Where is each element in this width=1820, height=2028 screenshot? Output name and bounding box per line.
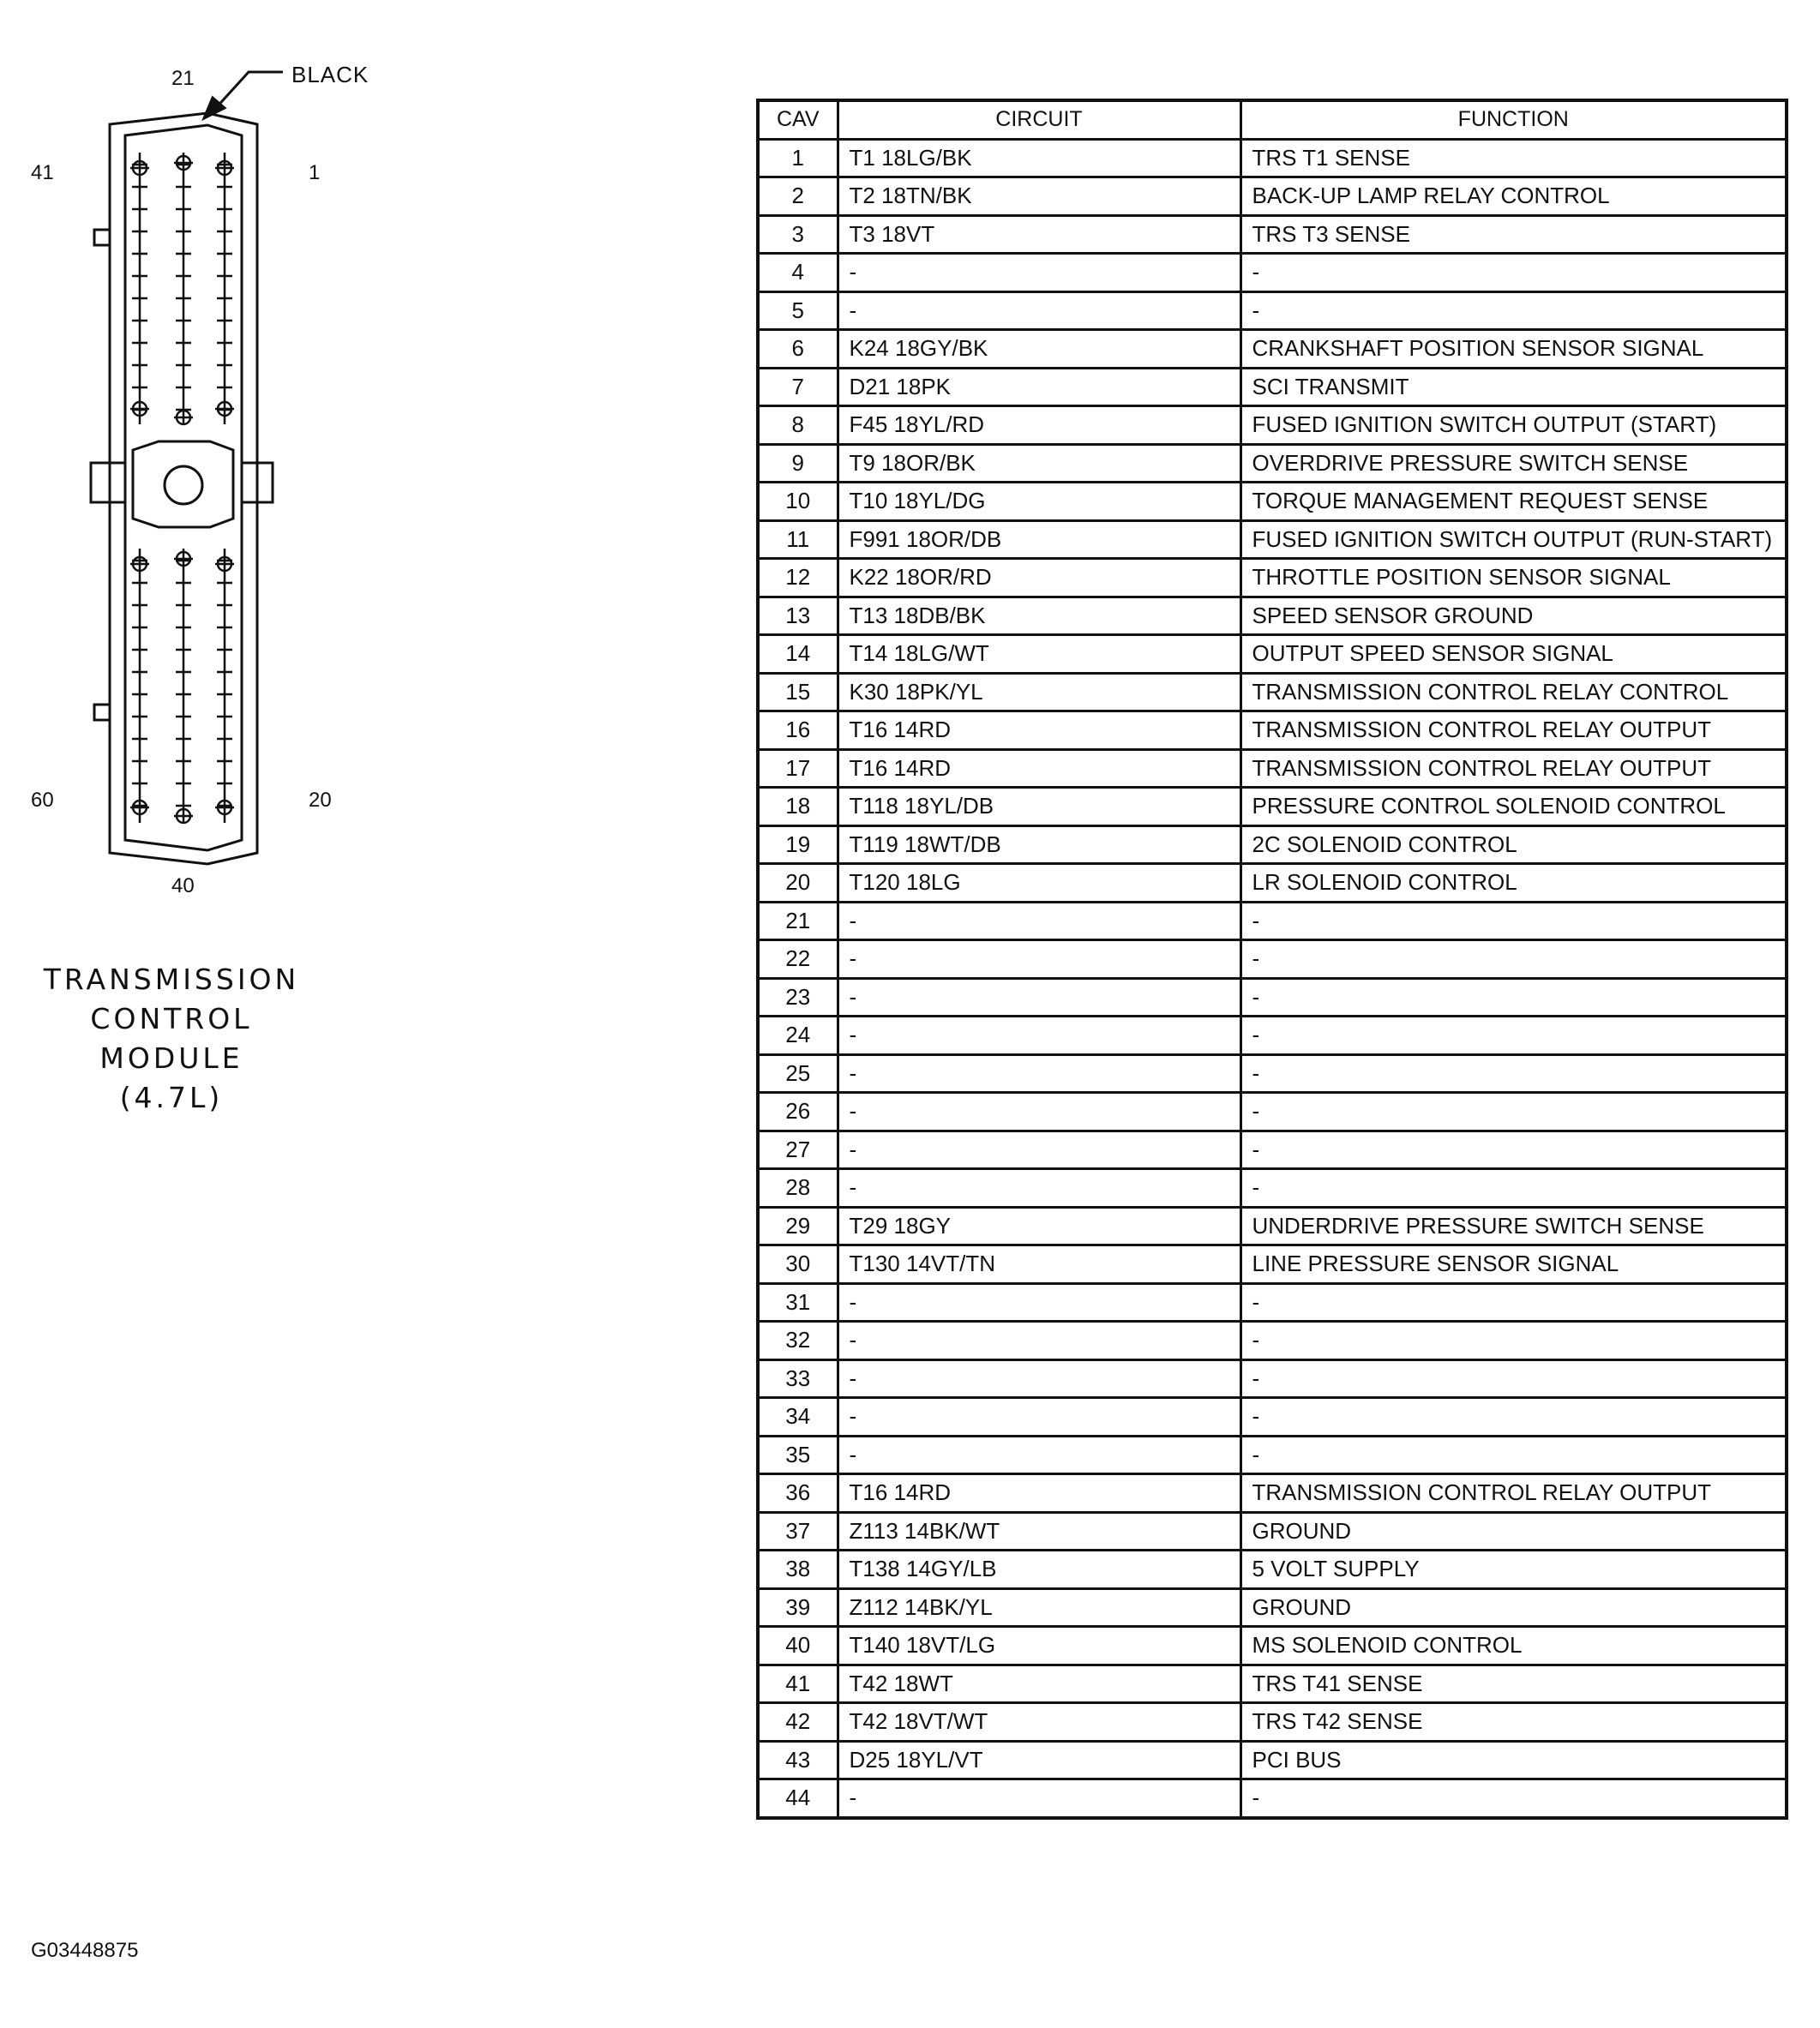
cell-circuit: T16 14RD: [838, 1474, 1240, 1513]
table-row: [758, 215, 1787, 254]
cell-function: SCI TRANSMIT: [1240, 368, 1787, 406]
table-row: [758, 1322, 1787, 1360]
cell-circuit: -: [838, 1779, 1240, 1818]
cell-function: GROUND: [1240, 1588, 1787, 1627]
cell-cav: 11: [758, 520, 838, 559]
cell-circuit: D25 18YL/VT: [838, 1741, 1240, 1779]
cell-function: -: [1240, 1283, 1787, 1322]
cell-cav: 8: [758, 406, 838, 445]
cell-cav: 26: [758, 1093, 838, 1131]
cell-cav: 30: [758, 1245, 838, 1284]
module-title-line-1: TRANSMISSION: [43, 963, 300, 996]
pin-label-top-left: 41: [31, 161, 54, 184]
cell-function: OUTPUT SPEED SENSOR SIGNAL: [1240, 635, 1787, 674]
table-row: [758, 559, 1787, 597]
cell-cav: 42: [758, 1703, 838, 1742]
cell-function: FUSED IGNITION SWITCH OUTPUT (START): [1240, 406, 1787, 445]
cell-function: UNDERDRIVE PRESSURE SWITCH SENSE: [1240, 1207, 1787, 1245]
cell-function: 5 VOLT SUPPLY: [1240, 1551, 1787, 1589]
cell-cav: 39: [758, 1588, 838, 1627]
cell-cav: 31: [758, 1283, 838, 1322]
cell-circuit: T9 18OR/BK: [838, 444, 1240, 483]
pin-label-bottom-left: 60: [31, 789, 54, 812]
table-row: [758, 1588, 1787, 1627]
cell-circuit: -: [838, 1359, 1240, 1398]
cell-function: LINE PRESSURE SENSOR SIGNAL: [1240, 1245, 1787, 1284]
cell-cav: 37: [758, 1512, 838, 1551]
cell-circuit: T140 18VT/LG: [838, 1627, 1240, 1665]
cell-cav: 1: [758, 139, 838, 177]
cell-cav: 4: [758, 254, 838, 292]
cell-circuit: -: [838, 1436, 1240, 1474]
cell-cav: 3: [758, 215, 838, 254]
pin-label-bottom: 40: [171, 874, 195, 897]
cell-function: TRANSMISSION CONTROL RELAY OUTPUT: [1240, 711, 1787, 750]
table-body: [758, 139, 1787, 1818]
cell-circuit: -: [838, 978, 1240, 1017]
cell-function: -: [1240, 1398, 1787, 1437]
cell-cav: 25: [758, 1054, 838, 1093]
cell-function: TRANSMISSION CONTROL RELAY OUTPUT: [1240, 1474, 1787, 1513]
cell-function: -: [1240, 1093, 1787, 1131]
cell-cav: 5: [758, 291, 838, 330]
cell-cav: 20: [758, 864, 838, 903]
cell-cav: 2: [758, 177, 838, 216]
cell-circuit: -: [838, 940, 1240, 979]
table-row: [758, 1551, 1787, 1589]
cell-cav: 13: [758, 597, 838, 635]
pin-label-bottom-right: 20: [309, 789, 332, 812]
cell-circuit: -: [838, 1093, 1240, 1131]
table-row: [758, 1283, 1787, 1322]
table-row: [758, 368, 1787, 406]
cell-circuit: Z112 14BK/YL: [838, 1588, 1240, 1627]
cell-circuit: D21 18PK: [838, 368, 1240, 406]
cell-cav: 9: [758, 444, 838, 483]
cell-cav: 43: [758, 1741, 838, 1779]
table-row: [758, 902, 1787, 940]
table-row: [758, 711, 1787, 750]
cell-cav: 44: [758, 1779, 838, 1818]
cell-function: -: [1240, 1436, 1787, 1474]
cell-function: -: [1240, 1322, 1787, 1360]
table-row: [758, 1398, 1787, 1437]
table-row: [758, 1207, 1787, 1245]
cell-function: -: [1240, 1779, 1787, 1818]
color-callout-arrow: [204, 72, 283, 118]
table-row: [758, 788, 1787, 826]
cell-function: THROTTLE POSITION SENSOR SIGNAL: [1240, 559, 1787, 597]
cell-circuit: -: [838, 1017, 1240, 1055]
module-title-line-2: CONTROL: [90, 1002, 253, 1035]
cell-cav: 36: [758, 1474, 838, 1513]
cell-cav: 29: [758, 1207, 838, 1245]
module-title-line-3: MODULE: [99, 1041, 243, 1075]
table-row: [758, 978, 1787, 1017]
cell-circuit: Z113 14BK/WT: [838, 1512, 1240, 1551]
cell-circuit: T42 18WT: [838, 1665, 1240, 1703]
header-circuit: CIRCUIT: [838, 100, 1240, 139]
module-title-line-4: (4.7L): [119, 1081, 224, 1114]
cell-cav: 19: [758, 825, 838, 864]
cell-cav: 24: [758, 1017, 838, 1055]
table-row: [758, 673, 1787, 711]
pin-columns: [130, 153, 234, 823]
table-row: [758, 1359, 1787, 1398]
cell-circuit: -: [838, 1131, 1240, 1169]
cell-circuit: -: [838, 1283, 1240, 1322]
pinout-table: [756, 99, 1788, 1820]
connector-color-label: BLACK: [291, 62, 369, 87]
cell-cav: 33: [758, 1359, 838, 1398]
table-row: [758, 177, 1787, 216]
cell-function: -: [1240, 940, 1787, 979]
connector-center-hole: [165, 466, 202, 504]
cell-cav: 28: [758, 1169, 838, 1208]
cell-circuit: T138 14GY/LB: [838, 1551, 1240, 1589]
cell-circuit: T14 18LG/WT: [838, 635, 1240, 674]
table-row: [758, 444, 1787, 483]
cell-cav: 15: [758, 673, 838, 711]
cell-circuit: K24 18GY/BK: [838, 330, 1240, 369]
cell-cav: 10: [758, 483, 838, 521]
module-title: [43, 960, 300, 1118]
cell-function: 2C SOLENOID CONTROL: [1240, 825, 1787, 864]
cell-circuit: T3 18VT: [838, 215, 1240, 254]
connector-center-key: [133, 441, 233, 527]
cell-function: BACK-UP LAMP RELAY CONTROL: [1240, 177, 1787, 216]
cell-circuit: T130 14VT/TN: [838, 1245, 1240, 1284]
table-row: [758, 1474, 1787, 1513]
cell-circuit: T1 18LG/BK: [838, 139, 1240, 177]
cell-function: -: [1240, 254, 1787, 292]
table-row: [758, 1665, 1787, 1703]
cell-cav: 23: [758, 978, 838, 1017]
cell-circuit: -: [838, 254, 1240, 292]
table-row: [758, 1703, 1787, 1742]
cell-cav: 12: [758, 559, 838, 597]
header-function: FUNCTION: [1240, 100, 1787, 139]
cell-cav: 21: [758, 902, 838, 940]
table-row: [758, 1169, 1787, 1208]
cell-function: TRANSMISSION CONTROL RELAY OUTPUT: [1240, 749, 1787, 788]
table-row: [758, 520, 1787, 559]
figure-id: G03448875: [31, 1939, 139, 1962]
connector-face-diagram: [0, 0, 652, 960]
cell-function: -: [1240, 1017, 1787, 1055]
pin-label-top: 21: [171, 67, 195, 90]
table-row: [758, 635, 1787, 674]
cell-cav: 35: [758, 1436, 838, 1474]
cell-function: -: [1240, 291, 1787, 330]
cell-function: PCI BUS: [1240, 1741, 1787, 1779]
cell-circuit: T2 18TN/BK: [838, 177, 1240, 216]
header-cav: CAV: [758, 100, 838, 139]
cell-cav: 7: [758, 368, 838, 406]
cell-circuit: -: [838, 291, 1240, 330]
cell-circuit: T42 18VT/WT: [838, 1703, 1240, 1742]
cell-function: -: [1240, 1359, 1787, 1398]
cell-circuit: -: [838, 1398, 1240, 1437]
table-row: [758, 291, 1787, 330]
table-row: [758, 1093, 1787, 1131]
cell-circuit: K22 18OR/RD: [838, 559, 1240, 597]
table-row: [758, 749, 1787, 788]
cell-circuit: -: [838, 1169, 1240, 1208]
cell-cav: 16: [758, 711, 838, 750]
cell-cav: 6: [758, 330, 838, 369]
cell-circuit: T120 18LG: [838, 864, 1240, 903]
cell-function: TRS T42 SENSE: [1240, 1703, 1787, 1742]
cell-function: -: [1240, 1169, 1787, 1208]
cell-function: TRS T41 SENSE: [1240, 1665, 1787, 1703]
cell-circuit: -: [838, 1054, 1240, 1093]
cell-circuit: F45 18YL/RD: [838, 406, 1240, 445]
cell-function: CRANKSHAFT POSITION SENSOR SIGNAL: [1240, 330, 1787, 369]
cell-cav: 32: [758, 1322, 838, 1360]
cell-cav: 14: [758, 635, 838, 674]
table-row: [758, 483, 1787, 521]
cell-function: TRS T3 SENSE: [1240, 215, 1787, 254]
table-row: [758, 254, 1787, 292]
table-row: [758, 330, 1787, 369]
table-row: [758, 1627, 1787, 1665]
cell-cav: 27: [758, 1131, 838, 1169]
cell-cav: 18: [758, 788, 838, 826]
cell-cav: 34: [758, 1398, 838, 1437]
cell-circuit: T119 18WT/DB: [838, 825, 1240, 864]
table-row: [758, 1779, 1787, 1818]
cell-circuit: T16 14RD: [838, 711, 1240, 750]
cell-cav: 22: [758, 940, 838, 979]
cell-function: OVERDRIVE PRESSURE SWITCH SENSE: [1240, 444, 1787, 483]
cell-function: TRS T1 SENSE: [1240, 139, 1787, 177]
cell-circuit: T16 14RD: [838, 749, 1240, 788]
table-row: [758, 1131, 1787, 1169]
cell-function: -: [1240, 978, 1787, 1017]
table-row: [758, 825, 1787, 864]
connector-latch-left-upper: [94, 230, 110, 245]
cell-circuit: -: [838, 902, 1240, 940]
cell-circuit: K30 18PK/YL: [838, 673, 1240, 711]
cell-function: TRANSMISSION CONTROL RELAY CONTROL: [1240, 673, 1787, 711]
table-row: [758, 406, 1787, 445]
table-row: [758, 597, 1787, 635]
cell-function: MS SOLENOID CONTROL: [1240, 1627, 1787, 1665]
cell-function: -: [1240, 1131, 1787, 1169]
cell-circuit: F991 18OR/DB: [838, 520, 1240, 559]
cell-function: -: [1240, 902, 1787, 940]
table-row: [758, 1017, 1787, 1055]
table-row: [758, 139, 1787, 177]
cell-circuit: T10 18YL/DG: [838, 483, 1240, 521]
table-row: [758, 1741, 1787, 1779]
cell-function: SPEED SENSOR GROUND: [1240, 597, 1787, 635]
table-row: [758, 940, 1787, 979]
table-row: [758, 864, 1787, 903]
cell-function: FUSED IGNITION SWITCH OUTPUT (RUN-START): [1240, 520, 1787, 559]
connector-key-left: [91, 463, 125, 502]
table-row: [758, 1054, 1787, 1093]
cell-function: LR SOLENOID CONTROL: [1240, 864, 1787, 903]
cell-function: -: [1240, 1054, 1787, 1093]
cell-cav: 17: [758, 749, 838, 788]
table-row: [758, 1245, 1787, 1284]
table-row: [758, 1512, 1787, 1551]
cell-function: GROUND: [1240, 1512, 1787, 1551]
cell-cav: 41: [758, 1665, 838, 1703]
cell-cav: 40: [758, 1627, 838, 1665]
table-row: [758, 1436, 1787, 1474]
cell-circuit: T29 18GY: [838, 1207, 1240, 1245]
cell-circuit: T118 18YL/DB: [838, 788, 1240, 826]
cell-function: PRESSURE CONTROL SOLENOID CONTROL: [1240, 788, 1787, 826]
cell-circuit: -: [838, 1322, 1240, 1360]
connector-latch-left-lower: [94, 705, 110, 720]
pin-label-top-right: 1: [309, 161, 321, 184]
cell-function: TORQUE MANAGEMENT REQUEST SENSE: [1240, 483, 1787, 521]
cell-cav: 38: [758, 1551, 838, 1589]
cell-circuit: T13 18DB/BK: [838, 597, 1240, 635]
table-header-row: [758, 100, 1787, 139]
